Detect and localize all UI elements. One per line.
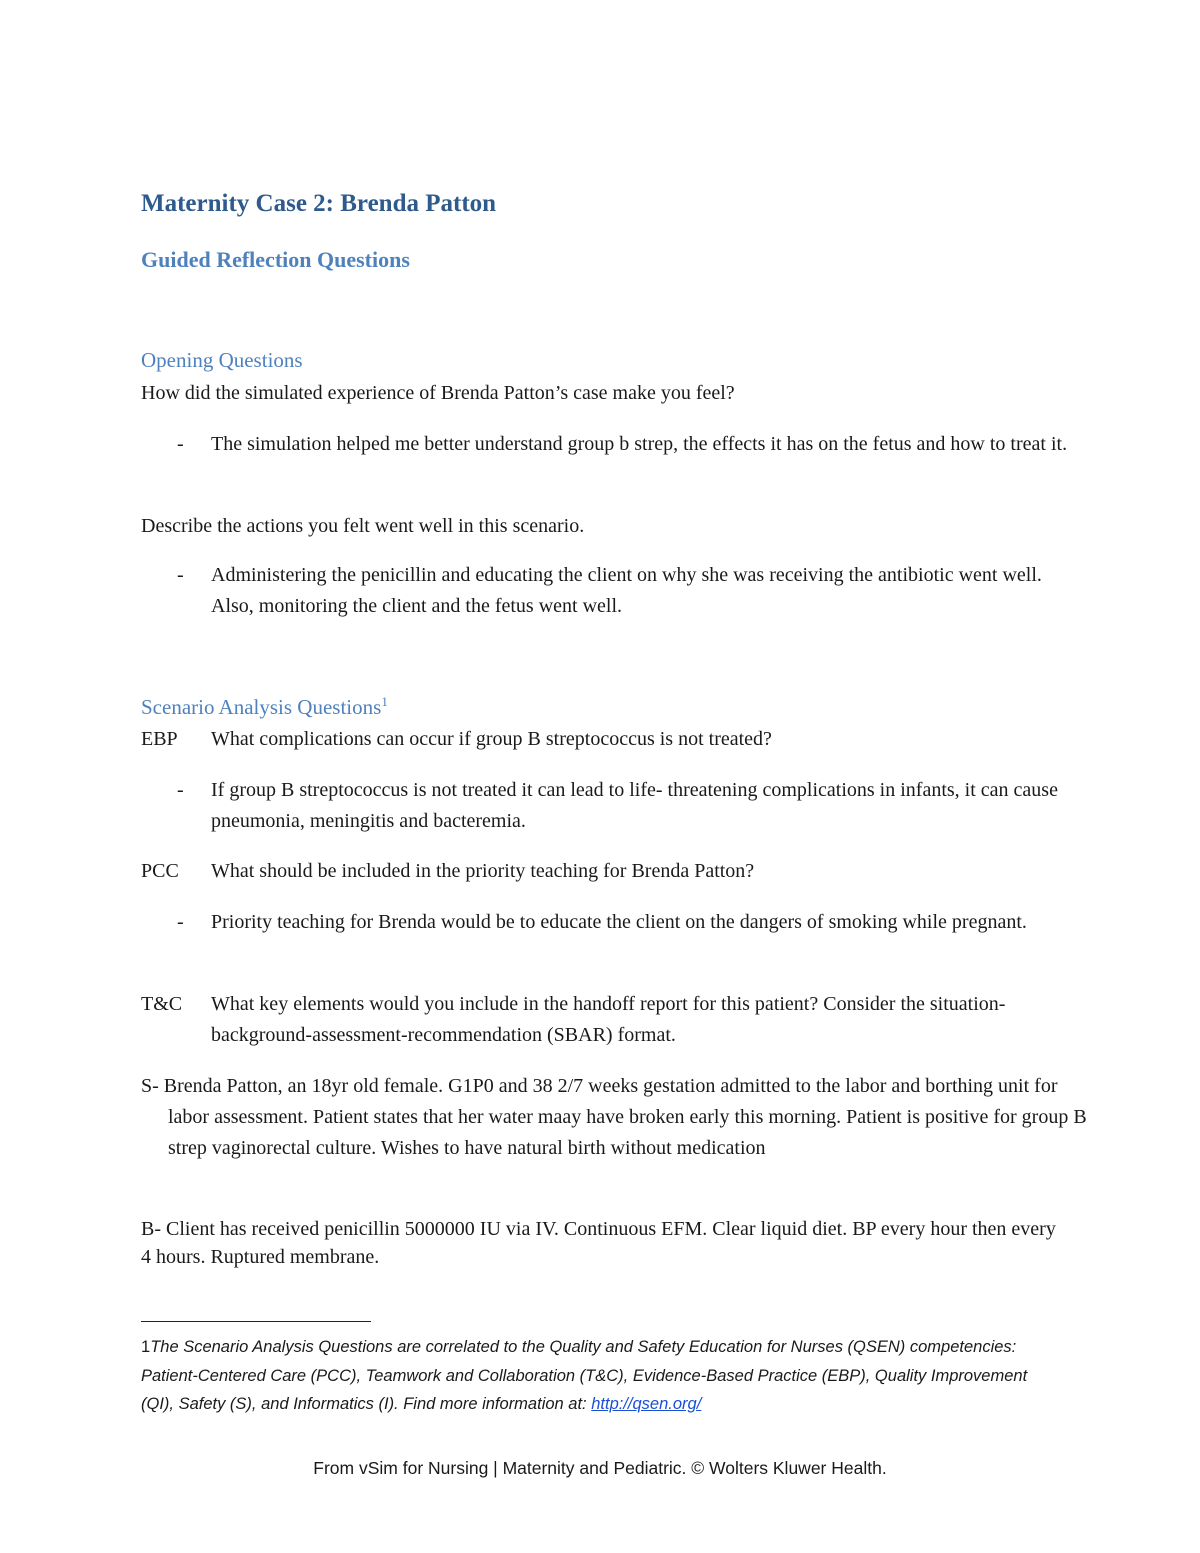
- sbar-background: B- Client has received penicillin 5000000 IU via IV. Continuous EFM. Clear liquid diet. BP every hour then every 4 hours. Ruptured membrane.: [141, 1218, 1056, 1268]
- ebp-tag: EBP: [141, 728, 178, 750]
- opening-answer-2: Administering the penicillin and educating the client on why she was receiving the antibiotic went well. Also, monitoring the client and the fetus went well.: [211, 564, 1042, 617]
- opening-question-2: Describe the actions you felt went well in this scenario.: [141, 515, 585, 537]
- scenario-heading-text: Scenario Analysis Questions: [141, 695, 382, 719]
- bullet-dash: -: [177, 433, 184, 455]
- ebp-answer: If group B streptococcus is not treated it can lead to life- threatening complications in infants, it can cause pneumonia, meningitis and bacteremia.: [211, 779, 1058, 832]
- bullet-dash: -: [177, 564, 184, 586]
- ebp-question: What complications can occur if group B streptococcus is not treated?: [211, 728, 772, 750]
- qsen-link[interactable]: http://qsen.org/: [591, 1395, 702, 1413]
- tc-question: What key elements would you include in the handoff report for this patient? Consider the situation-background-assessment-recommendation (SBAR) format.: [211, 993, 1006, 1046]
- opening-answer-1: The simulation helped me better understand group b strep, the effects it has on the fetus and how to treat it.: [211, 433, 1068, 455]
- footnote-text: The Scenario Analysis Questions are correlated to the Quality and Safety Education for Nurses (QSEN) competencies: Patient-Centered Care (PCC), Teamwork and Collaboration (T&C), Evidence-Based Practice (EBP), Quality Improvement (QI), Safety (S), and Informatics (I). Find more information at:: [141, 1338, 1028, 1413]
- footnote: [141, 1333, 1041, 1419]
- page-subtitle: Guided Reflection Questions: [141, 247, 410, 272]
- page-title: Maternity Case 2: Brenda Patton: [141, 190, 497, 217]
- sbar-situation: S- Brenda Patton, an 18yr old female. G1P0 and 38 2/7 weeks gestation admitted to the labor and borthing unit for labor assessment. Patient states that her water maay have broken early this morning. Patient is positive for group B strep vaginorectal culture. Wishes to have natural birth without medication: [141, 1075, 1087, 1159]
- scenario-analysis-heading: [141, 694, 388, 720]
- opening-questions-heading: Opening Questions: [141, 348, 303, 372]
- pcc-question: What should be included in the priority teaching for Brenda Patton?: [211, 860, 755, 882]
- bullet-dash: -: [177, 779, 184, 801]
- footnote-number: 1: [141, 1338, 151, 1356]
- page-footer: From vSim for Nursing | Maternity and Pediatric. © Wolters Kluwer Health.: [313, 1458, 887, 1478]
- footnote-reference: 1: [381, 694, 388, 709]
- tc-tag: T&C: [141, 993, 183, 1015]
- bullet-dash: -: [177, 911, 184, 933]
- opening-question-1: How did the simulated experience of Brenda Patton’s case make you feel?: [141, 382, 735, 404]
- footnote-divider: [141, 1321, 371, 1322]
- pcc-answer: Priority teaching for Brenda would be to educate the client on the dangers of smoking while pregnant.: [211, 911, 1027, 933]
- pcc-tag: PCC: [141, 860, 179, 882]
